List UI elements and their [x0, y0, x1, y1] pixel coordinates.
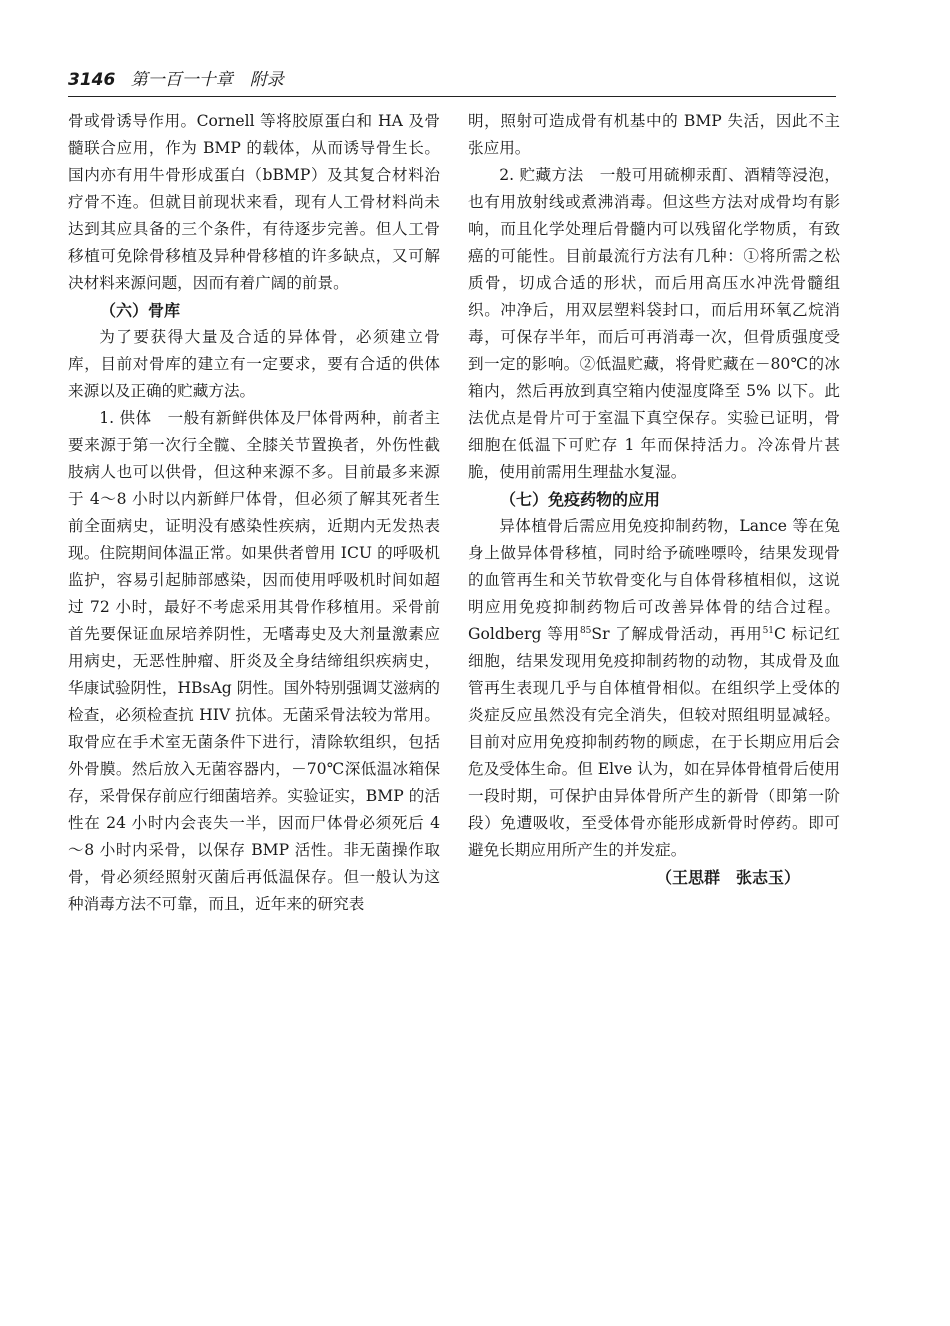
isotope-mass-51: 51 — [762, 625, 775, 636]
paragraph-storage-methods: 2. 贮藏方法 一般可用硫柳汞酊、酒精等浸泡，也有用放射线或煮沸消毒。但这些方法对成骨均有影响，而且化学处理后骨髓内可以残留化学物质，有致癌的可能性。目前最流行方法有几种：①将所需之松质骨，切成合适的形状，而后用高压水冲洗骨髓组织。冲净后，用双层塑料袋封口，而后用环氧乙烷消毒，可保存半年，而后可再消毒一次，但骨质强度受到一定的影响。②低温贮藏，将骨贮藏在－80℃的冰箱内，然后再放到真空箱内使湿度降至 5% 以下。此法优点是骨片可于室温下真空保存。实验已证明，骨细胞在低温下可贮存 1 年而保持活力。冷冻骨片甚脆，使用前需用生理盐水复湿。 — [468, 166, 840, 481]
paragraph-bone-bank-intro: 为了要获得大量及合适的异体骨，必须建立骨库，目前对骨库的建立有一定要求，要有合适的供体来源以及正确的贮藏方法。 — [68, 328, 440, 400]
page-number: 3146 — [68, 70, 116, 90]
chapter-title: 第一百一十章 附录 — [130, 70, 284, 90]
isotope-mass-85: 85 — [579, 625, 592, 636]
paragraph-artificial-bone: 骨或骨诱导作用。Cornell 等将胶原蛋白和 HA 及骨髓联合应用，作为 BMP 的载体，从而诱导骨生长。国内亦有用牛骨形成蛋白（bBMP）及其复合材料治疗骨不连。但就目前现状来看，现有人工骨材料尚未达到其应具备的三个条件，有待逐步完善。但人工骨移植可免除骨移植及异种骨移植的许多缺点，又可解决材料来源问题，因而有着广阔的前景。 — [68, 112, 440, 292]
left-column — [68, 108, 440, 918]
text-segment: 异体植骨后需应用免疫抑制药物，Lance 等在兔身上做异体骨移植，同时给予硫唑嘌呤，结果发现骨的血管再生和关节软骨变化与自体骨移植相似，这说明应用免疫抑制药物后可改善异体骨的结合过程。Goldberg 等用 — [468, 517, 840, 643]
authors: （王思群 张志玉） — [655, 868, 800, 887]
text-segment: C 标记红细胞，结果发现用免疫抑制药物的动物，其成骨及血管再生表现几乎与自体植骨相似。在组织学上受体的炎症反应虽然没有完全消失，但较对照组明显减轻。目前对应用免疫抑制药物的顾虑，在于长期应用后会危及受体生命。但 Elve 认为，如在异体骨植骨后使用一段时期，可保护由异体骨所产生的新骨（即第一阶段）免遭吸收，至受体骨亦能形成新骨时停药。即可避免长期应用所产生的并发症。 — [468, 625, 841, 859]
paragraph-immunosuppressants — [468, 513, 840, 864]
paragraph-continuation: 明，照射可造成骨有机基中的 BMP 失活，因此不主张应用。 — [468, 112, 840, 157]
running-header — [68, 66, 836, 97]
section-heading-immunosuppressants: （七）免疫药物的应用 — [500, 490, 661, 509]
text-segment: Sr 了解成骨活动，再用 — [591, 625, 763, 643]
section-heading-bone-bank: （六）骨库 — [100, 301, 181, 320]
right-column — [468, 108, 840, 891]
paragraph-donor: 1. 供体 一般有新鲜供体及尸体骨两种，前者主要来源于第一次行全髋、全膝关节置换者，外伤性截肢病人也可以供骨，但这种来源不多。目前最多来源于 4～8 小时以内新鲜尸体骨，但必须了解其死者生前全面病史，证明没有感染性疾病，近期内无发热表现。住院期间体温正常。如果供者曾用 ICU 的呼吸机监护，容易引起肺部感染，因而使用呼吸机时间如超过 72 小时，最好不考虑采用其骨作移植用。采骨前首先要保证血尿培养阴性，无嗜毒史及大剂量激素应用病史，无恶性肿瘤、肝炎及全身结缔组织疾病史，华康试验阴性，HBsAg 阴性。国外特别强调艾滋病的检查，必须检查抗 HIV 抗体。无菌采骨法较为常用。取骨应在手术室无菌条件下进行，清除软组织，包括外骨膜。然后放入无菌容器内，－70℃深低温冰箱保存，采骨保存前应行细菌培养。实验证实，BMP 的活性在 24 小时内会丧失一半，因而尸体骨必须死后 4～8 小时内采骨，以保存 BMP 活性。非无菌操作取骨，骨必须经照射灭菌后再低温保存。但一般认为这种消毒方法不可靠，而且，近年来的研究表 — [68, 409, 440, 913]
